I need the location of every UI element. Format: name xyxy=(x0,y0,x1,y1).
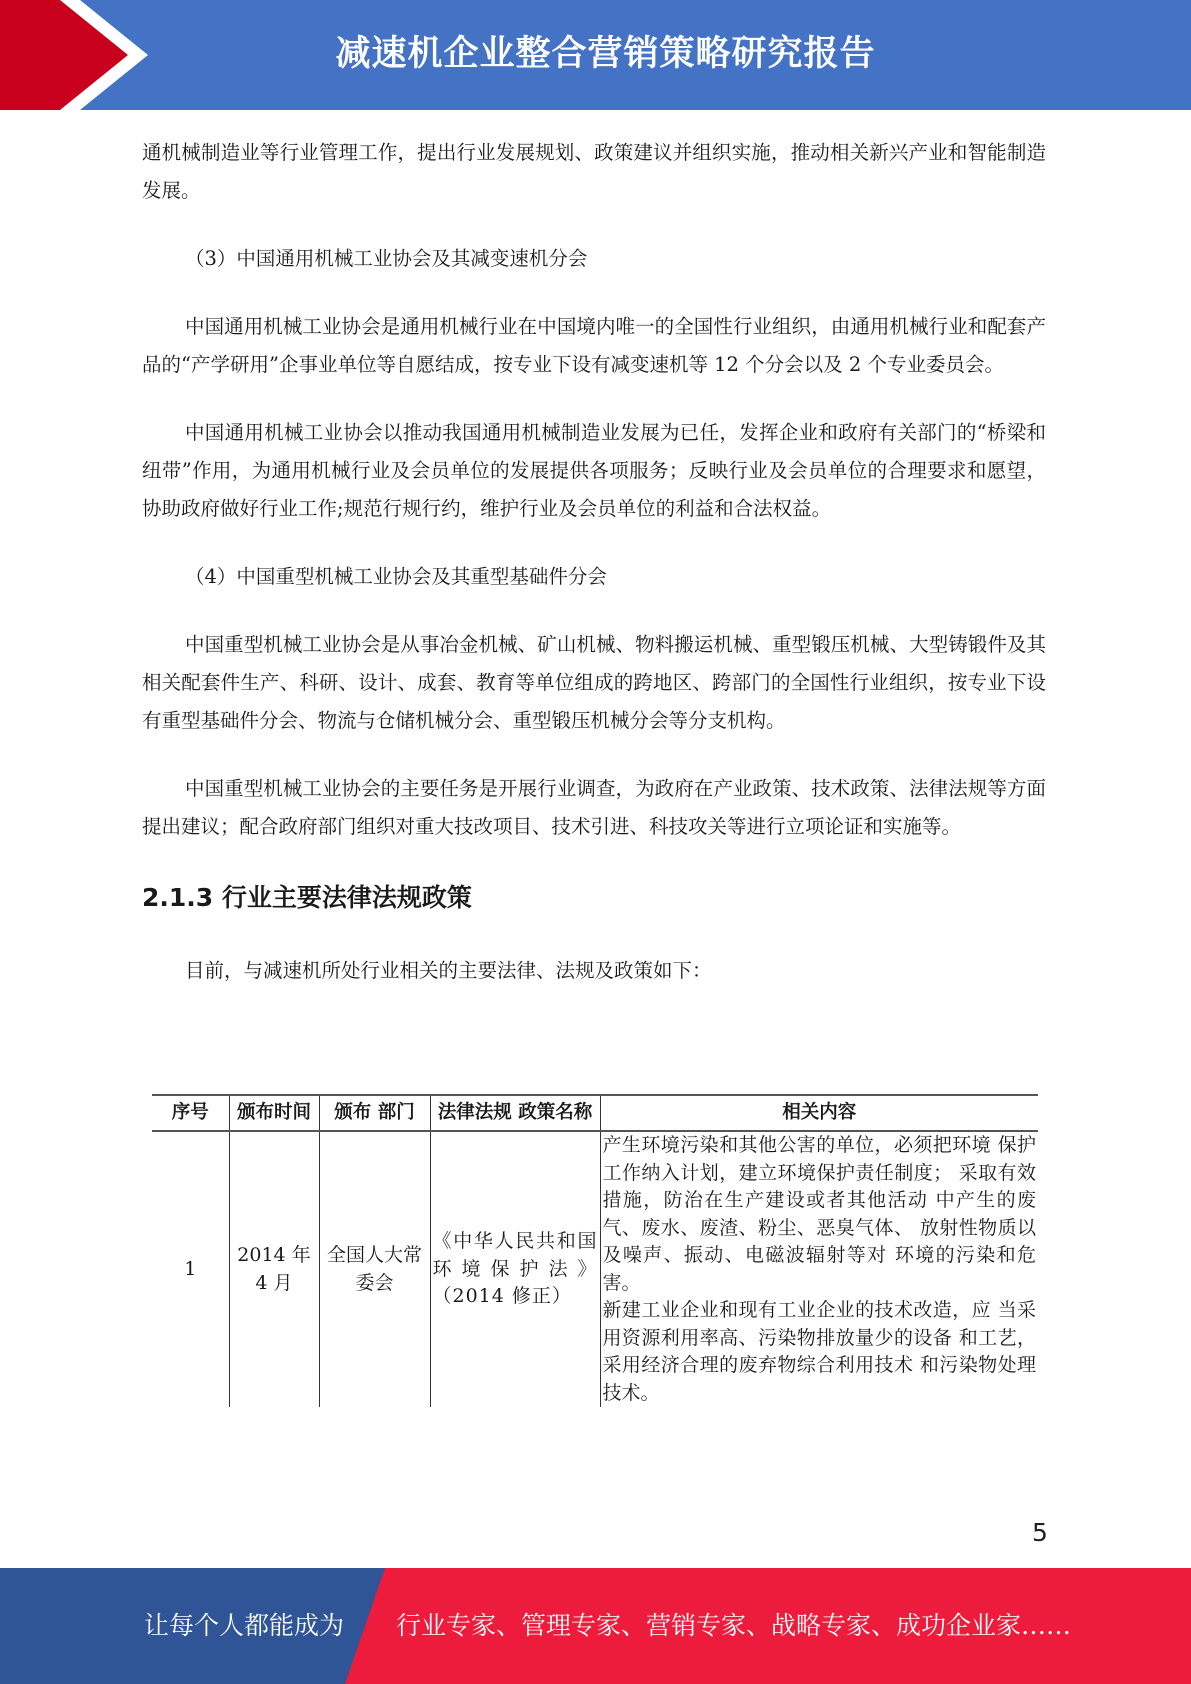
header-time: 颁布时间 xyxy=(229,1095,319,1131)
paragraph-cgmia-intro: 中国通用机械工业协会是通用机械行业在中国境内唯一的全国性行业组织，由通用机械行业和配套产品的“产学研用”企事业单位等自愿结成，按专业下设有减变速机等 12 个分会以及 2 个专业委员会。 xyxy=(142,315,1046,376)
cell-time: 2014 年 4 月 xyxy=(229,1131,319,1407)
subheading-4: （4）中国重型机械工业协会及其重型基础件分会 xyxy=(185,565,607,588)
paragraph-chmia-tasks: 中国重型机械工业协会的主要任务是开展行业调查，为政府在产业政策、技术政策、法律法规等方面提出建议；配合政府部门组织对重大技改项目、技术引进、科技攻关等进行立项论证和实施等。 xyxy=(142,777,1046,838)
page-header xyxy=(0,0,1191,110)
header-dept: 颁布 部门 xyxy=(319,1095,430,1131)
page-footer xyxy=(0,1568,1191,1684)
content-part-1: 产生环境污染和其他公害的单位，必须把环境 保护工作纳入计划，建立环境保护责任制度； 采取有效措施，防治在生产建设或者其他活动 中产生的废气、废水、废渣、粉尘、恶臭气体、 放射性物质以及噪声、振动、电磁波辐射等对 环境的污染和危害。 xyxy=(602,1134,1036,1294)
content-part-2: 新建工业企业和现有工业企业的技术改造，应 当采用资源利用率高、污染物排放量少的设备 和工艺，采用经济合理的废弃物综合利用技术 和污染物处理技术。 xyxy=(602,1299,1036,1404)
table-row xyxy=(152,1131,1038,1407)
page-number: 5 xyxy=(1032,1518,1048,1547)
table-intro: 目前，与减速机所处行业相关的主要法律、法规及政策如下： xyxy=(185,959,712,982)
table-header-row xyxy=(152,1095,1038,1131)
cell-no: 1 xyxy=(184,1257,197,1280)
report-title: 减速机企业整合营销策略研究报告 xyxy=(335,34,876,74)
header-content: 相关内容 xyxy=(600,1095,1038,1131)
subheading-3: （3）中国通用机械工业协会及其减变速机分会 xyxy=(185,247,588,270)
cell-dept: 全国人大常委会 xyxy=(319,1131,430,1407)
paragraph-continuation: 通机械制造业等行业管理工作，提出行业发展规划、政策建议并组织实施，推动相关新兴产业和智能制造发展。 xyxy=(142,141,1046,202)
paragraph-cgmia-role: 中国通用机械工业协会以推动我国通用机械制造业发展为已任，发挥企业和政府有关部门的“桥梁和纽带”作用，为通用机械行业及会员单位的发展提供各项服务；反映行业及会员单位的合理要求和愿望，协助政府做好行业工作;规范行规行约，维护行业及会员单位的利益和合法权益。 xyxy=(142,421,1046,520)
header-no: 序号 xyxy=(152,1095,229,1131)
paragraph-chmia-intro: 中国重型机械工业协会是从事冶金机械、矿山机械、物料搬运机械、重型锻压机械、大型铸锻件及其相关配套件生产、科研、设计、成套、教育等单位组成的跨地区、跨部门的全国性行业组织，按专业下设有重型基础件分会、物流与仓储机械分会、重型锻压机械分会等分支机构。 xyxy=(142,633,1046,732)
cell-content xyxy=(600,1131,1038,1407)
footer-slogan-right: 行业专家、管理专家、营销专家、战略专家、成功企业家…… xyxy=(396,1611,1072,1640)
section-heading: 2.1.3 行业主要法律法规政策 xyxy=(142,883,472,912)
document-body xyxy=(142,134,1046,990)
header-law: 法律法规 政策名称 xyxy=(430,1095,600,1131)
cell-law: 《中华人民共和国环境保护法》（2014 修正） xyxy=(430,1131,600,1407)
policy-table xyxy=(152,1094,1038,1407)
footer-slogan-left: 让每个人都能成为 xyxy=(144,1611,345,1640)
